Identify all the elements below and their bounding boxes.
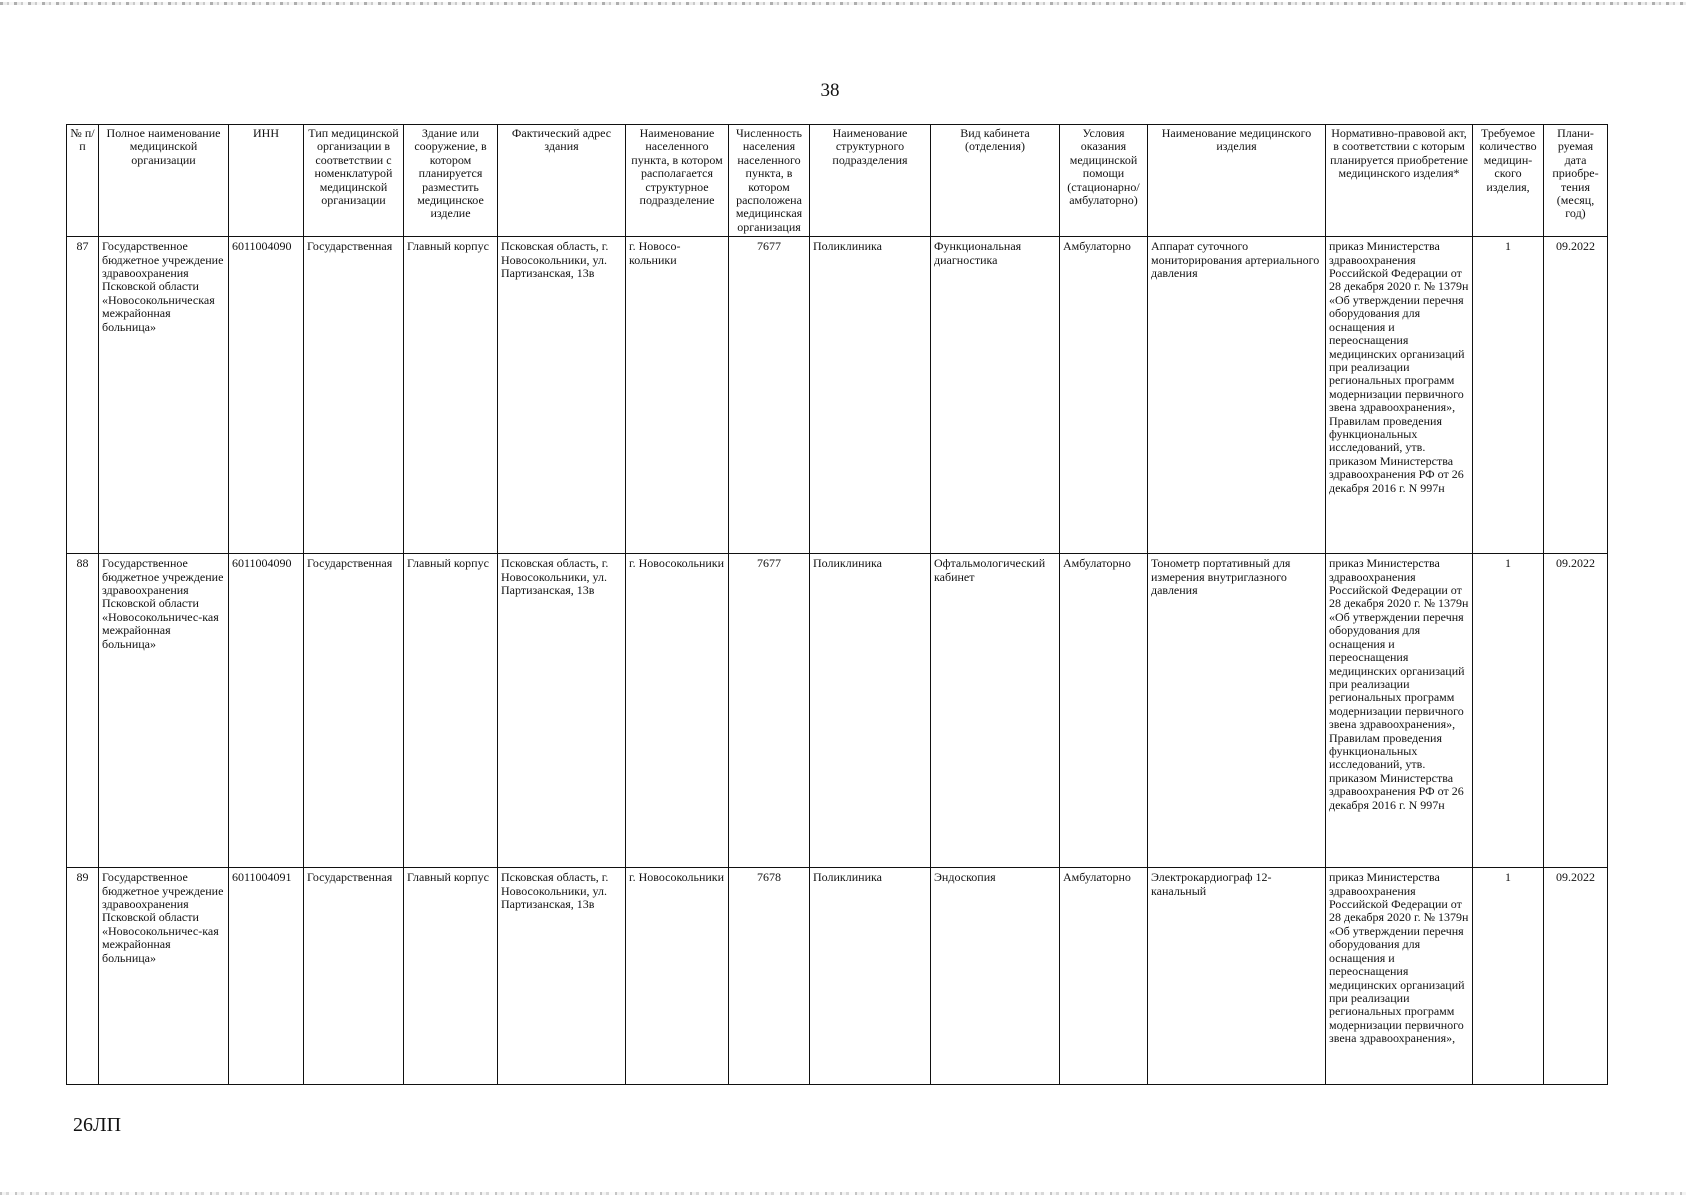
cell-num: 87 — [67, 237, 99, 554]
cell-device: Аппарат суточного мониторирования артериального давления — [1148, 237, 1326, 554]
col-header-building: Здание или сооружение, в котором планируется разместить медицинское изделие — [404, 125, 498, 237]
cell-address: Псковская область, г. Новосокольники, ул. Партизанская, 13в — [498, 237, 626, 554]
cell-unit: Поликлиника — [810, 237, 931, 554]
cell-population: 7678 — [729, 868, 810, 1085]
cell-conditions: Амбулаторно — [1060, 237, 1148, 554]
col-header-locality: Наименование населенного пункта, в котором располагается структурное подразделение — [626, 125, 729, 237]
col-header-inn: ИНН — [229, 125, 304, 237]
col-header-cabinet: Вид кабинета (отделения) — [931, 125, 1060, 237]
cell-building: Главный корпус — [404, 868, 498, 1085]
col-header-unit: Наименование структурного подразделения — [810, 125, 931, 237]
col-header-device: Наименование медицинского изделия — [1148, 125, 1326, 237]
table-header-row — [67, 125, 1608, 237]
cell-quantity: 1 — [1473, 237, 1544, 554]
cell-conditions: Амбулаторно — [1060, 554, 1148, 868]
cell-quantity: 1 — [1473, 554, 1544, 868]
cell-type: Государственная — [304, 554, 404, 868]
col-header-quantity: Требуемое количество медицин-ского изделия, — [1473, 125, 1544, 237]
cell-org: Государственное бюджетное учреждение здравоохранения Псковской области «Новосокольничес-кая межрайонная больница» — [99, 868, 229, 1085]
cell-org: Государственное бюджетное учреждение здравоохранения Псковской области «Новосокольническая межрайонная больница» — [99, 237, 229, 554]
table-row — [67, 554, 1608, 868]
col-header-date: Плани-руемая дата приобре-тения (месяц, год) — [1544, 125, 1608, 237]
cell-date: 09.2022 — [1544, 554, 1608, 868]
cell-population: 7677 — [729, 554, 810, 868]
cell-inn: 6011004091 — [229, 868, 304, 1085]
cell-cabinet: Эндоскопия — [931, 868, 1060, 1085]
cell-device: Тонометр портативный для измерения внутриглазного давления — [1148, 554, 1326, 868]
cell-inn: 6011004090 — [229, 237, 304, 554]
cell-address: Псковская область, г. Новосокольники, ул. Партизанская, 13в — [498, 554, 626, 868]
scan-edge-top — [0, 2, 1686, 5]
col-header-type: Тип медицинской организации в соответствии с номенклатурой медицинской организации — [304, 125, 404, 237]
cell-inn: 6011004090 — [229, 554, 304, 868]
cell-legal-act: приказ Министерства здравоохранения Российской Федерации от 28 декабря 2020 г. № 1379н «Об утверждении перечня оборудования для оснащения и переоснащения медицинских организаций при реализации региональных программ модернизации первичного звена здравоохранения», Правилам проведения функциональных исследований, утв. приказом Министерства здравоохранения РФ от 26 декабря 2016 г. N 997н — [1326, 554, 1473, 868]
table-row — [67, 868, 1608, 1085]
cell-org: Государственное бюджетное учреждение здравоохранения Псковской области «Новосокольничес-кая межрайонная больница» — [99, 554, 229, 868]
cell-conditions: Амбулаторно — [1060, 868, 1148, 1085]
cell-unit: Поликлиника — [810, 868, 931, 1085]
cell-building: Главный корпус — [404, 554, 498, 868]
cell-quantity: 1 — [1473, 868, 1544, 1085]
cell-num: 89 — [67, 868, 99, 1085]
cell-locality: г. Новосокольники — [626, 868, 729, 1085]
scan-edge-bottom — [0, 1192, 1686, 1195]
cell-population: 7677 — [729, 237, 810, 554]
cell-date: 09.2022 — [1544, 868, 1608, 1085]
cell-type: Государственная — [304, 237, 404, 554]
cell-date: 09.2022 — [1544, 237, 1608, 554]
col-header-org: Полное наименование медицинской организации — [99, 125, 229, 237]
cell-type: Государственная — [304, 868, 404, 1085]
col-header-num: № п/п — [67, 125, 99, 237]
cell-locality: г. Новосокольники — [626, 554, 729, 868]
col-header-conditions: Условия оказания медицинской помощи (стационарно/ амбулаторно) — [1060, 125, 1148, 237]
col-header-legal-act: Нормативно-правовой акт, в соответствии с которым планируется приобретение медицинского изделия* — [1326, 125, 1473, 237]
cell-unit: Поликлиника — [810, 554, 931, 868]
cell-address: Псковская область, г. Новосокольники, ул. Партизанская, 13в — [498, 868, 626, 1085]
equipment-table — [66, 124, 1608, 1085]
cell-legal-act: приказ Министерства здравоохранения Российской Федерации от 28 декабря 2020 г. № 1379н «Об утверждении перечня оборудования для оснащения и переоснащения медицинских организаций при реализации региональных программ модернизации первичного звена здравоохранения», Правилам проведения функциональных исследований, утв. приказом Министерства здравоохранения РФ от 26 декабря 2016 г. N 997н — [1326, 237, 1473, 554]
table-row — [67, 237, 1608, 554]
cell-locality: г. Новосо-кольники — [626, 237, 729, 554]
cell-device: Электрокардиограф 12-канальный — [1148, 868, 1326, 1085]
col-header-population: Численность населения населенного пункта, в котором расположена медицинская организация — [729, 125, 810, 237]
cell-cabinet: Функциональная диагностика — [931, 237, 1060, 554]
page-number: 38 — [820, 80, 840, 101]
document-code: 26ЛП — [73, 1114, 122, 1136]
cell-num: 88 — [67, 554, 99, 868]
cell-cabinet: Офтальмологический кабинет — [931, 554, 1060, 868]
cell-building: Главный корпус — [404, 237, 498, 554]
cell-legal-act: приказ Министерства здравоохранения Российской Федерации от 28 декабря 2020 г. № 1379н «Об утверждении перечня оборудования для оснащения и переоснащения медицинских организаций при реализации региональных программ модернизации первичного звена здравоохранения», — [1326, 868, 1473, 1085]
col-header-address: Фактический адрес здания — [498, 125, 626, 237]
